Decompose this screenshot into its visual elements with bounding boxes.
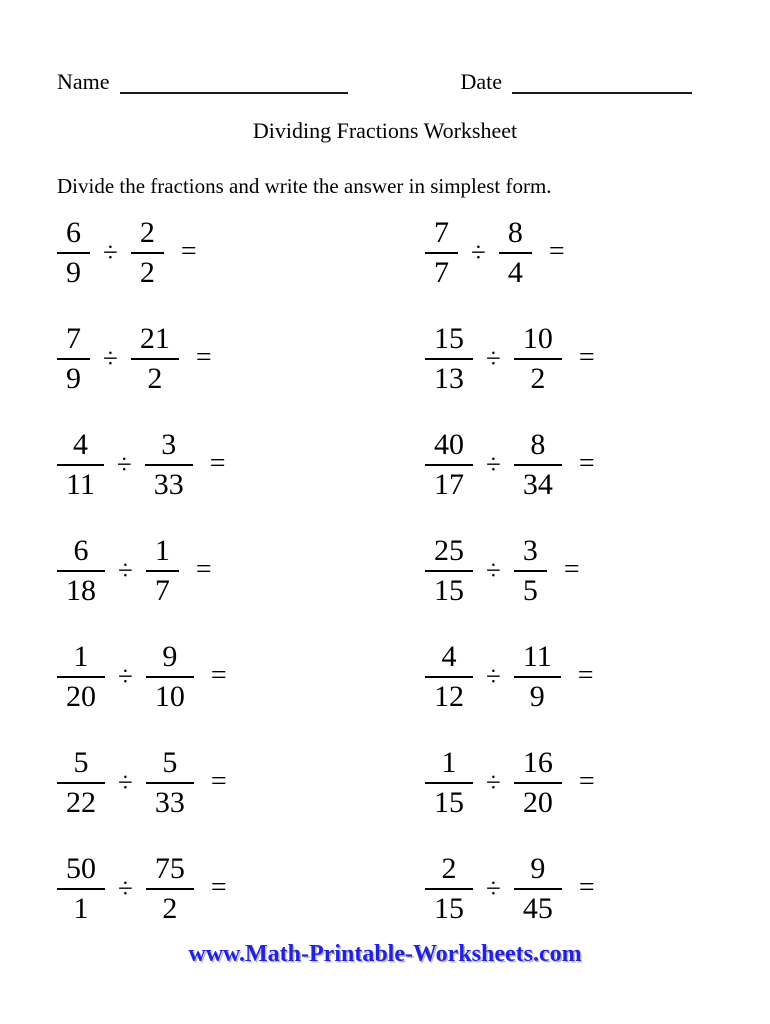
numerator: 9 [514,852,562,890]
name-label: Name [57,69,110,94]
divisor-fraction [131,216,164,289]
divisor-fraction [514,640,561,713]
dividend-fraction [425,746,473,819]
divide-sign: ÷ [486,872,501,903]
divisor-fraction [146,640,194,713]
numerator: 5 [57,746,105,784]
dividend-fraction [425,640,473,713]
numerator: 1 [146,534,179,572]
date-label: Date [460,69,502,94]
divisor-fraction [146,852,194,925]
divisor-fraction [514,322,562,395]
divide-sign: ÷ [486,554,501,585]
numerator: 40 [425,428,473,466]
problem [425,836,770,942]
name-blank-line [120,72,348,94]
problem [425,412,770,518]
dividend-fraction [425,428,473,501]
dividend-fraction [57,322,90,395]
problem [57,306,425,412]
equals-sign: = [195,342,212,373]
denominator: 15 [434,892,464,925]
name-field [57,70,348,94]
divisor-fraction [514,746,562,819]
numerator: 1 [425,746,473,784]
numerator: 15 [425,322,473,360]
equals-sign: = [577,660,594,691]
equals-sign: = [563,554,580,585]
numerator: 5 [146,746,194,784]
divide-sign: ÷ [118,660,133,691]
numerator: 1 [57,640,105,678]
numerator: 10 [514,322,562,360]
numerator: 9 [146,640,194,678]
divisor-fraction [514,534,547,607]
numerator: 8 [499,216,532,254]
denominator: 10 [154,680,185,713]
divisor-fraction [146,746,194,819]
dividend-fraction [425,852,473,925]
equals-sign: = [578,766,595,797]
denominator: 2 [139,256,155,289]
divide-sign: ÷ [471,236,486,267]
denominator: 9 [529,680,545,713]
equals-sign: = [548,236,565,267]
date-field [460,70,692,94]
denominator: 22 [66,786,96,819]
problem [57,200,425,306]
divide-sign: ÷ [116,448,132,479]
dividend-fraction [57,428,104,501]
problem [57,412,425,518]
divisor-fraction [131,322,179,395]
problem [57,518,425,624]
header [57,70,692,94]
denominator: 2 [162,892,178,925]
divide-sign: ÷ [486,448,501,479]
denominator: 2 [530,362,546,395]
divide-sign: ÷ [486,766,501,797]
denominator: 20 [522,786,553,819]
equals-sign: = [578,342,595,373]
equals-sign: = [578,872,595,903]
denominator: 18 [66,574,96,607]
problems-grid [57,200,770,942]
denominator: 15 [434,786,464,819]
denominator: 7 [154,574,170,607]
instructions-text: Divide the fractions and write the answer in simplest form. [57,174,552,198]
numerator: 25 [425,534,473,572]
equals-sign: = [578,448,595,479]
problem [425,518,770,624]
numerator: 11 [514,640,561,678]
divisor-fraction [499,216,532,289]
denominator: 5 [522,574,538,607]
numerator: 2 [131,216,164,254]
numerator: 6 [57,534,105,572]
denominator: 33 [154,786,185,819]
numerator: 21 [131,322,179,360]
divisor-fraction [514,852,562,925]
problem [57,730,425,836]
dividend-fraction [425,322,473,395]
divide-sign: ÷ [118,554,133,585]
problem [425,306,770,412]
denominator: 12 [434,680,464,713]
dividend-fraction [57,746,105,819]
denominator: 9 [66,256,81,289]
numerator: 8 [514,428,562,466]
denominator: 1 [73,892,89,925]
denominator: 13 [434,362,464,395]
dividend-fraction [425,534,473,607]
problem [425,730,770,836]
divide-sign: ÷ [103,236,118,267]
footer-url[interactable]: www.Math-Printable-Worksheets.com [188,941,582,967]
equals-sign: = [210,766,227,797]
numerator: 4 [57,428,104,466]
dividend-fraction [57,852,105,925]
denominator: 17 [434,468,464,501]
divide-sign: ÷ [103,342,118,373]
dividend-fraction [57,534,105,607]
problem [425,200,770,306]
numerator: 4 [425,640,473,678]
date-blank-line [512,72,692,94]
denominator: 45 [522,892,553,925]
equals-sign: = [195,554,212,585]
denominator: 9 [66,362,81,395]
divide-sign: ÷ [486,660,501,691]
numerator: 16 [514,746,562,784]
numerator: 75 [146,852,194,890]
divide-sign: ÷ [118,872,133,903]
problem [425,624,770,730]
equals-sign: = [209,448,226,479]
equals-sign: = [210,872,227,903]
denominator: 20 [66,680,96,713]
page-title: Dividing Fractions Worksheet [252,118,518,143]
numerator: 7 [425,216,458,254]
dividend-fraction [57,216,90,289]
dividend-fraction [425,216,458,289]
dividend-fraction [57,640,105,713]
denominator: 15 [434,574,464,607]
problem [57,836,425,942]
divisor-fraction [146,534,179,607]
denominator: 4 [507,256,523,289]
divide-sign: ÷ [118,766,133,797]
denominator: 33 [153,468,184,501]
numerator: 6 [57,216,90,254]
equals-sign: = [180,236,197,267]
equals-sign: = [210,660,227,691]
divisor-fraction [145,428,193,501]
divide-sign: ÷ [486,342,501,373]
numerator: 3 [514,534,547,572]
problem [57,624,425,730]
divisor-fraction [514,428,562,501]
numerator: 7 [57,322,90,360]
denominator: 34 [522,468,553,501]
numerator: 3 [145,428,193,466]
denominator: 7 [434,256,449,289]
numerator: 2 [425,852,473,890]
numerator: 50 [57,852,105,890]
denominator: 2 [147,362,163,395]
denominator: 11 [66,468,95,501]
